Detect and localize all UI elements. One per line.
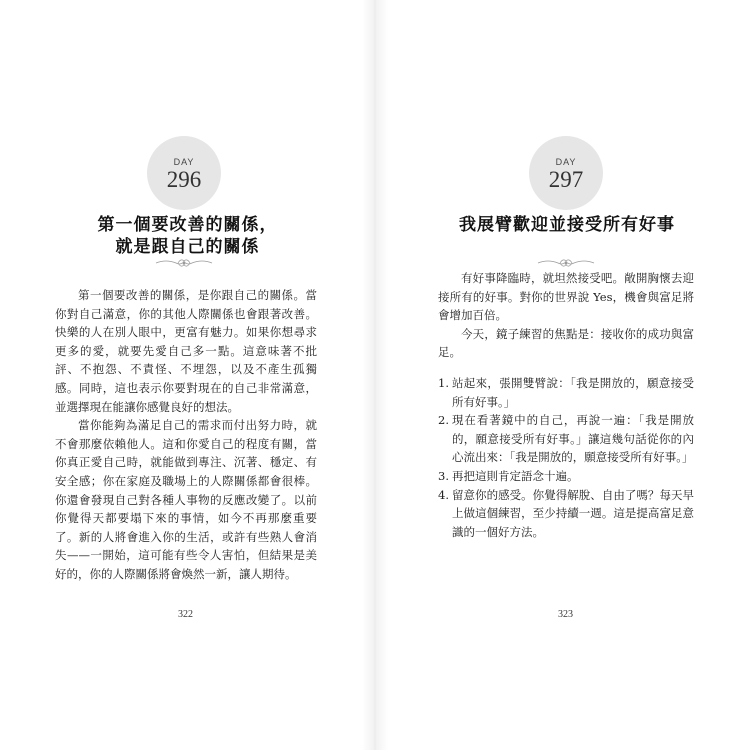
- day-label: DAY: [173, 157, 195, 167]
- page-number: 323: [558, 609, 573, 620]
- step-number: 1.: [438, 375, 449, 390]
- right-page: [375, 0, 750, 750]
- step-text: 現在看著鏡中的自己，再說一遍：「我是開放的，願意接受所有好事。」讓這幾句話從你的內心流出來：「我是開放的，願意接受所有好事。」: [452, 413, 694, 465]
- day-number: 296: [166, 167, 202, 192]
- list-item: [438, 486, 694, 542]
- step-text: 站起來，張開雙臂說：「我是開放的，願意接受所有好事。」: [452, 375, 694, 409]
- list-item: [438, 411, 694, 467]
- day-badge: [147, 136, 221, 210]
- list-item: [438, 374, 694, 411]
- day-badge: [529, 136, 603, 210]
- step-number: 3.: [438, 468, 449, 483]
- page-title: 我展臂歡迎並接受所有好事: [459, 215, 675, 235]
- day-label: DAY: [555, 157, 577, 167]
- flourish-ornament-icon: [154, 256, 214, 270]
- step-number: 2.: [438, 413, 449, 428]
- body-text: [438, 269, 694, 541]
- paragraph: 今天，鏡子練習的焦點是：接收你的成功與富足。: [438, 326, 694, 360]
- list-item: [438, 467, 694, 486]
- paragraph: 有好事降臨時，就坦然接受吧。敞開胸懷去迎接所有的好事。對你的世界說 Yes，機會與富足將會增加百倍。: [438, 271, 694, 323]
- title-line: 第一個要改善的關係，: [97, 215, 278, 235]
- step-text: 留意你的感受。你覺得解脫、自由了嗎？每天早上做這個練習，至少持續一週。這是提高富足意識的一個好方法。: [452, 487, 694, 539]
- paragraph: 當你能夠為滿足自己的需求而付出努力時，就不會那麼依賴他人。這和你愛自己的程度有關，當你真正愛自己時，就能做到專注、沉著、穩定、有安全感；你在家庭及職場上的人際關係都會很棒。你還會發現自己對各種人事物的反應改變了。以前你覺得天都要塌下來的事情，如今不再那麼重要了。新的人將會進入你的生活，或許有些熟人會消失——一開始，這可能有些令人害怕，但結果是美好的，你的人際關係將會煥然一新，讓人期待。: [55, 418, 317, 581]
- page-title: [70, 214, 305, 258]
- title-line: 就是跟自己的關係: [115, 237, 260, 257]
- step-number: 4.: [438, 487, 449, 502]
- paragraph: 第一個要改善的關係，是你跟自己的關係。當你對自己滿意，你的其他人際關係也會跟著改善。快樂的人在別人眼中，更富有魅力。如果你想尋求更多的愛，就要先愛自己多一點。這意味著不批評、不抱怨、不責怪、不埋怨，以及不產生孤獨感。同時，這也表示你要對現在的自己非常滿意，並選擇現在能讓你感覺良好的想法。: [55, 288, 317, 414]
- step-text: 再把這則肯定語念十遍。: [452, 468, 579, 483]
- exercise-steps: [438, 374, 694, 541]
- day-number: 297: [548, 167, 584, 192]
- page-number: 322: [178, 609, 193, 620]
- flourish-ornament-icon: [536, 256, 596, 270]
- book-gutter-shadow: [362, 0, 388, 750]
- body-text: [55, 286, 317, 584]
